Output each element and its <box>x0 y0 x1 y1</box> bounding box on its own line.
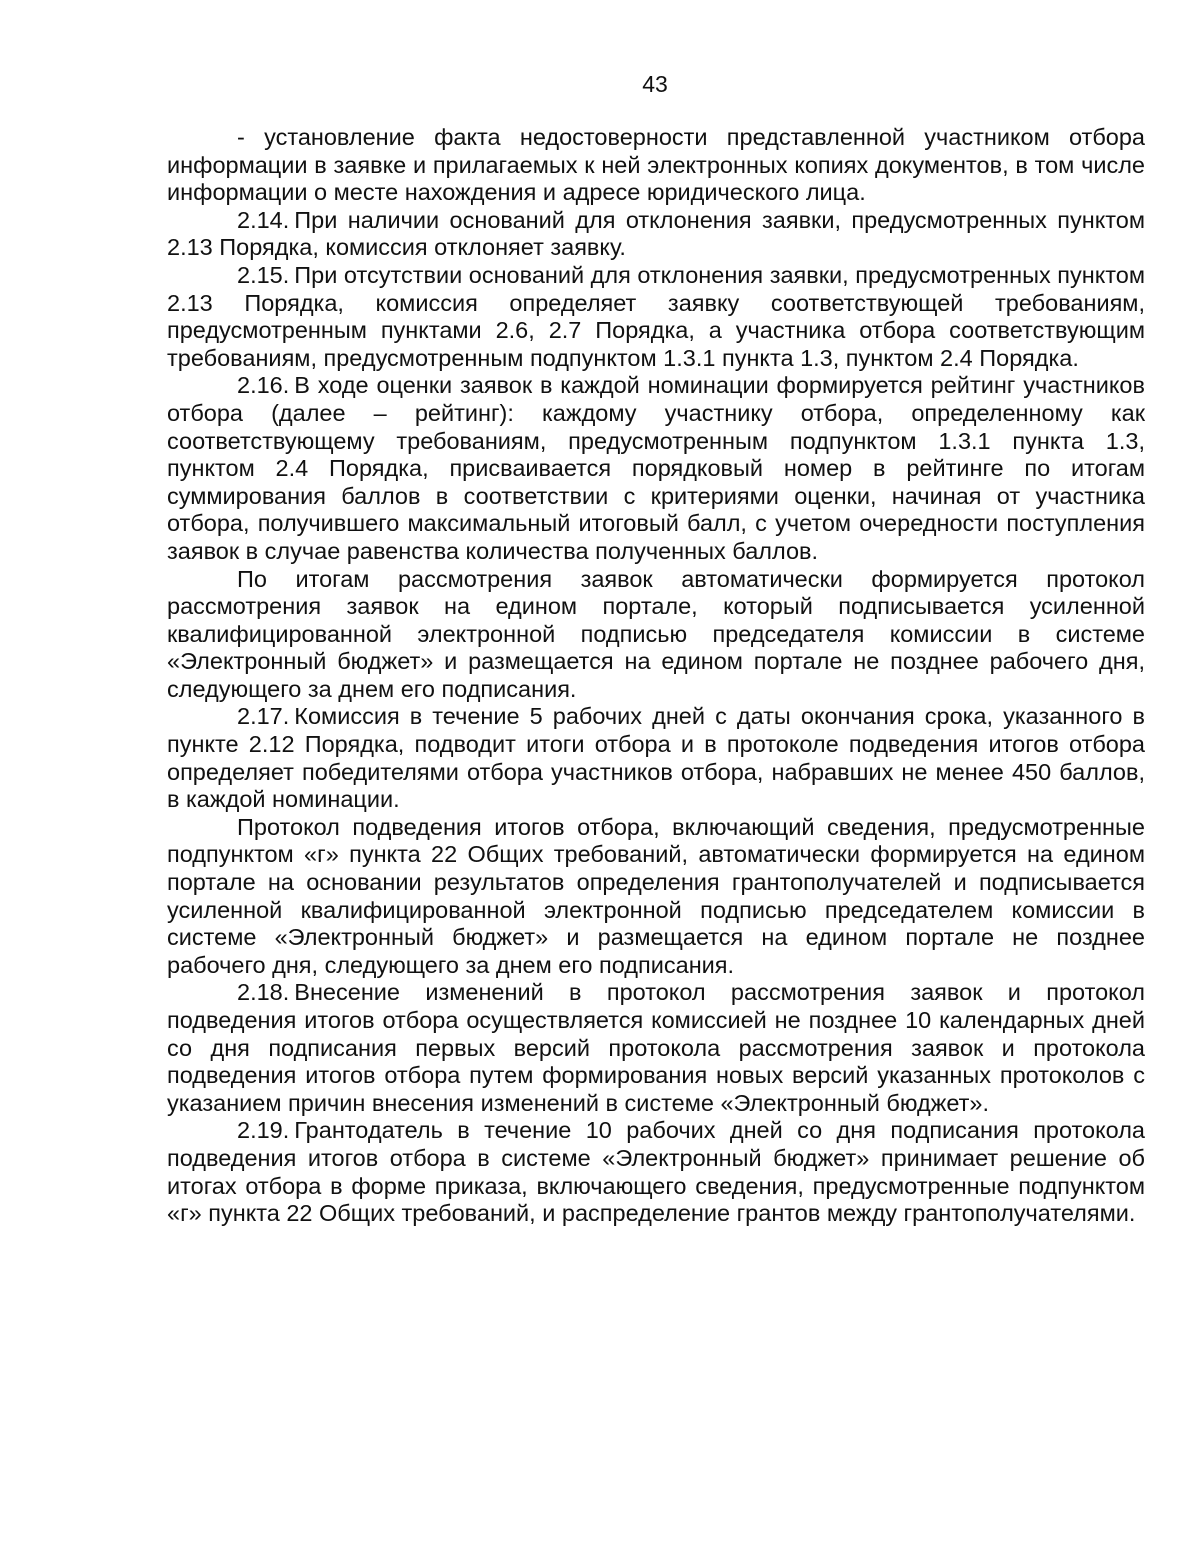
clause-number: 2.18. <box>237 979 290 1006</box>
document-body <box>167 124 1145 1228</box>
paragraph-text: - установление факта недостоверности представленной участником отбора информации в заявке и прилагаемых к ней электронных копиях документов, в том числе информации о месте нахождения и адресе юридического лица. <box>167 124 1145 206</box>
clause-number: 2.14. <box>237 206 290 233</box>
clause-number: 2.17. <box>237 703 290 730</box>
paragraph-results-protocol <box>167 814 1145 980</box>
page-number: 43 <box>642 71 668 97</box>
clause-number: 2.15. <box>237 261 290 288</box>
paragraph-text: В ходе оценки заявок в каждой номинации формируется рейтинг участников отбора (далее – рейтинг): каждому участнику отбора, определенному как соответствующему требованиям, предусмотренным подпунктом 1.3.1 пункта 1.3, пунктом 2.4 Порядка, присваивается порядковый номер в рейтинге по итогам суммирования баллов в соответствии с критериями оценки, начиная от участника отбора, получившего максимальный итоговый балл, с учетом очередности поступления заявок в случае равенства количества полученных баллов. <box>167 372 1145 564</box>
paragraph-2-14 <box>167 207 1145 262</box>
paragraph-text: При отсутствии оснований для отклонения заявки, предусмотренных пунктом 2.13 Порядка, комиссия определяет заявку соответствующей требованиям, предусмотренным пунктами 2.6, 2.7 Порядка, а участника отбора соответствующим требованиям, предусмотренным подпунктом 1.3.1 пункта 1.3, пунктом 2.4 Порядка. <box>167 261 1145 371</box>
paragraph-list-item-unreliable-info <box>167 124 1145 207</box>
paragraph-2-18 <box>167 979 1145 1117</box>
paragraph-text: Протокол подведения итогов отбора, включающий сведения, предусмотренные подпунктом «г» пункта 22 Общих требований, автоматически формируется на едином портале на основании результатов определения грантополучателей и подписывается усиленной квалифицированной электронной подписью председателем комиссии в системе «Электронный бюджет» и размещается на едином портале не позднее рабочего дня, следующего за днем его подписания. <box>167 813 1145 978</box>
paragraph-review-protocol <box>167 566 1145 704</box>
paragraph-text: Грантодатель в течение 10 рабочих дней со дня подписания протокола подведения итогов отбора в системе «Электронный бюджет» принимает решение об итогах отбора в форме приказа, включающего сведения, предусмотренные подпунктом «г» пункта 22 Общих требований, и распределение грантов между грантополучателями. <box>167 1117 1145 1227</box>
paragraph-2-16 <box>167 372 1145 565</box>
clause-number: 2.16. <box>237 372 290 399</box>
paragraph-2-15 <box>167 262 1145 372</box>
paragraph-text: По итогам рассмотрения заявок автоматически формируется протокол рассмотрения заявок на едином портале, который подписывается усиленной квалифицированной электронной подписью председателя комиссии в системе «Электронный бюджет» и размещается на едином портале не позднее рабочего дня, следующего за днем его подписания. <box>167 565 1145 702</box>
paragraph-text: Комиссия в течение 5 рабочих дней с даты окончания срока, указанного в пункте 2.12 Порядка, подводит итоги отбора и в протоколе подведения итогов отбора определяет победителями отбора участников отбора, набравших не менее 450 баллов, в каждой номинации. <box>167 703 1145 813</box>
clause-number: 2.19. <box>237 1117 290 1144</box>
paragraph-text: Внесение изменений в протокол рассмотрения заявок и протокол подведения итогов отбора осуществляется комиссией не позднее 10 календарных дней со дня подписания первых версий протокола рассмотрения заявок и протокола подведения итогов отбора путем формирования новых версий указанных протоколов с указанием причин внесения изменений в системе «Электронный бюджет». <box>167 979 1145 1116</box>
paragraph-2-19 <box>167 1117 1145 1227</box>
paragraph-text: При наличии оснований для отклонения заявки, предусмотренных пунктом 2.13 Порядка, комиссия отклоняет заявку. <box>167 206 1145 261</box>
paragraph-2-17 <box>167 703 1145 813</box>
